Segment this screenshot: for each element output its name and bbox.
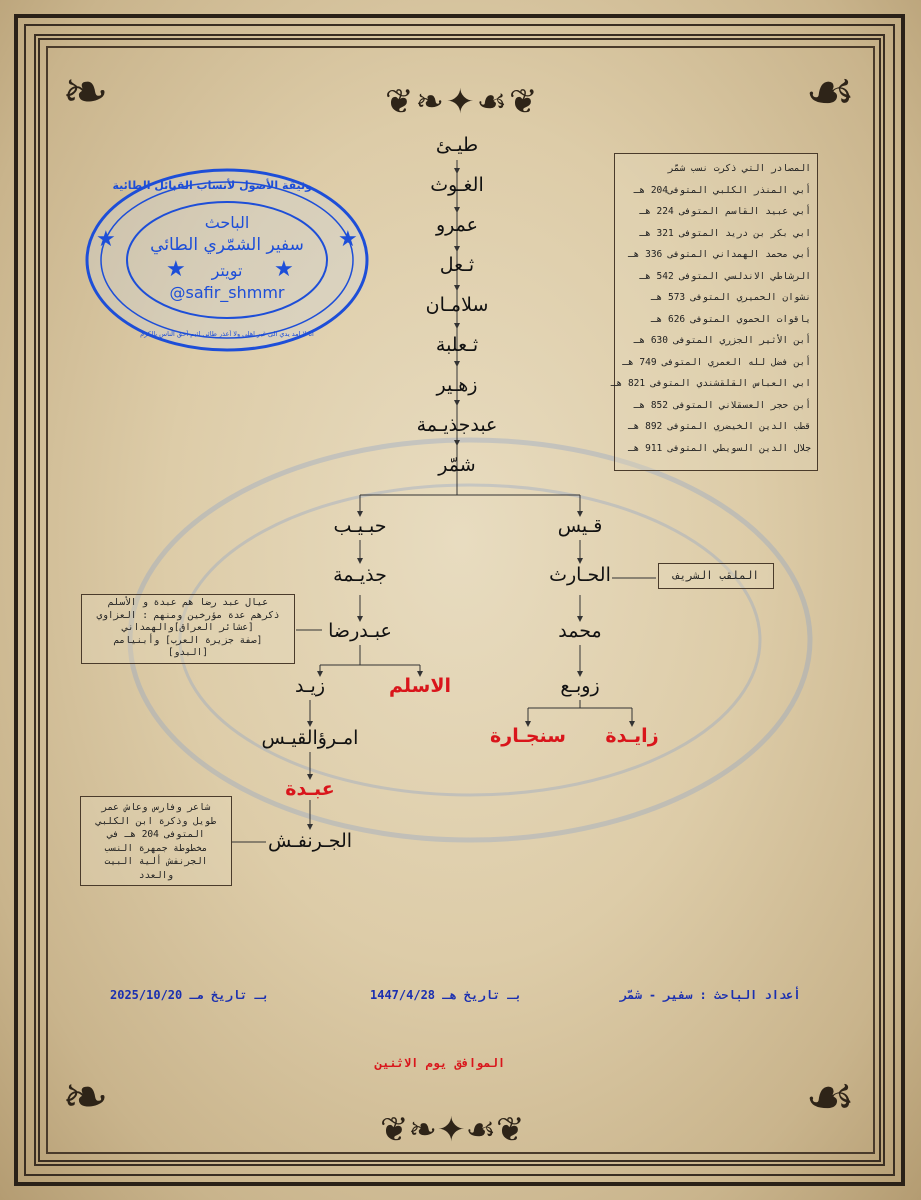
note-line: الجرنفش ألية البيت [104,856,208,867]
source-item: قطب الدين الخيضري المتوفى 892 هـ [627,421,811,432]
node-thalaba: ثـعلبة [435,334,479,356]
corner-ornament-top-left: ❧ [62,60,109,125]
note-line: والعدد [138,869,174,881]
node-abdrida: عبـدرضا [328,620,392,642]
node-amr: عمرو [436,214,478,236]
note-line: [عشائر العراق]والهمداني [122,622,254,633]
node-salaman: سلامـان [425,294,489,316]
top-flourish-ornament: ❦❧✦☙❦ [385,82,540,122]
seal-inner-arc-text: انا لا امد يدي الى غير اهلي ولا أعذر طائي لئيم أحق الناس بالكرم [140,330,314,338]
source-item: أبن فضل لله العمري المتوفى 749 هـ [622,356,811,368]
node-habib: حبـيـب [333,515,387,537]
node-thual: ثـعل [439,254,475,276]
star-icon: ★ [274,257,294,282]
corner-ornament-bottom-left: ❧ [62,1065,109,1130]
star-icon: ★ [96,227,116,252]
source-item: ابي بكر بن دريد المتوفى 321 هـ [639,227,811,239]
node-qais: قـيس [557,515,603,537]
node-ghawth: الغـوث [430,174,484,196]
node-abda: عبـدة [285,778,335,800]
node-zaid: زيـد [294,675,326,697]
footer-gregorian-date: بـ تاريخ مـ 2025/10/20 [110,988,269,1002]
note-line: [صفة جزيرة العرب] وأبنيامم [113,634,263,646]
source-item: أبي عبيد القاسم المتوفى 224 هـ [639,206,811,217]
star-icon: ★ [166,257,186,282]
researcher-seal-stamp [82,165,372,355]
sources-box [610,153,818,471]
note-line: عيال عبد رضا هم عبدة و الأسلم [107,597,269,608]
seal-title: الباحث [204,213,250,232]
corner-ornament-bottom-right: ☙ [805,1065,856,1130]
footer-hijri-date: بـ تاريخ هـ 1447/4/28 [370,988,522,1002]
seal-handle: @safir_shmmr [169,283,285,302]
source-item: أبن الأثير الجزري المتوفى 630 هـ [633,335,811,346]
source-item: نشوان الحميري المتوفى 573 هـ [650,292,811,303]
source-item: ياقوات الحموي المتوفى 626 هـ [650,313,811,325]
node-tayy: طيـئ [435,134,479,156]
seal-rings [82,165,372,355]
node-jadhima: جذيـمة [333,564,387,586]
note-line: [البدو] [167,647,209,658]
corner-ornament-top-right: ☙ [805,60,856,125]
note-line: شاعر وفارس وعاش عمر [101,802,211,813]
node-zayda: زايـدة [605,725,659,747]
source-item: الرشاطي الاندلسي المتوفى 542 هـ [639,270,811,282]
node-imru-alqays: امـرؤالقيـس [261,727,359,749]
note-line: مخطوطة جمهرة النسب [104,842,208,854]
node-shammar: شمّر [438,454,476,476]
source-item: ابي العباس القلقشندي المتوفى 821 هـ [610,378,811,389]
abdrida-note-box [81,594,295,664]
source-item: جلال الدين السويطي المتوفى 911 هـ [627,442,811,454]
sharif-note-box [658,563,774,589]
source-item: أبي محمد الهمداني المتوفى 336 هـ [627,249,811,260]
seal-arc-text: وثيقة الأصول لأنساب القبائل الطائية [112,179,312,192]
note-line: المتوفى 204 هـ في [107,829,205,840]
seal-platform: تويتر [211,261,243,280]
footer-author: أعداد الباحث : سفير - شمّر [620,988,801,1002]
footer-day: الموافق يوم الاثنين [375,1056,506,1070]
star-icon: ★ [338,227,358,252]
node-harith: الحـارث [549,564,611,586]
source-item: أبن حجر العسقلاني المتوفى 852 هـ [633,399,811,411]
bottom-flourish-ornament: ❦❧✦☙❦ [380,1110,525,1150]
node-sanjara: سنجـارة [490,725,566,747]
node-muhammad: محمد [558,620,602,642]
seal-name: سفير الشمّري الطائي [150,235,304,255]
node-zawba: زوبـع [560,675,600,697]
note-line: ذكرهم عدة مؤرخين ومنهم : العزاوي [96,609,280,621]
node-jarnafash: الجـرنفـش [267,830,353,852]
node-zuhayr: زهـير [436,374,478,396]
sharif-note-text: الملقب الشريف [672,569,760,582]
source-item: أبي المنذر الكلبي المتوفى204 هـ [633,184,811,196]
jarnafash-note-box [80,796,232,886]
node-abdjadhima: عبدجذيـمة [416,414,498,436]
node-aslam: الاسلم [388,675,452,697]
note-line: طويل وذكرة ابن الكلبي [95,815,217,827]
sources-title: المصادر التي ذكرت نسب شمّر [668,163,811,174]
